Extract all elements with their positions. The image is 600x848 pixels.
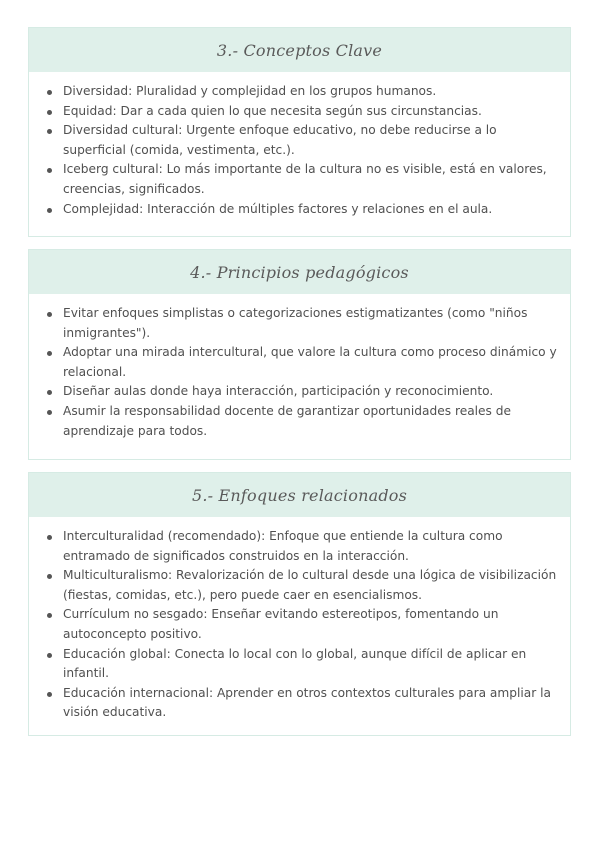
bullet-list	[29, 72, 570, 227]
list-item: Diseñar aulas donde haya interacción, participación y reconocimiento.	[47, 382, 560, 402]
list-item: Adoptar una mirada intercultural, que valore la cultura como proceso dinámico y relacional.	[47, 343, 560, 382]
list-item: Iceberg cultural: Lo más importante de la cultura no es visible, está en valores, creencias, significados.	[47, 160, 560, 199]
list-item: Evitar enfoques simplistas o categorizaciones estigmatizantes (como "niños inmigrantes").	[47, 304, 560, 343]
list-item: Multiculturalismo: Revalorización de lo cultural desde una lógica de visibilización (fiestas, comidas, etc.), pero puede caer en esencialismos.	[47, 566, 560, 605]
list-item: Diversidad cultural: Urgente enfoque educativo, no debe reducirse a lo superficial (comida, vestimenta, etc.).	[47, 121, 560, 160]
section-title: 4.- Principios pedagógicos	[190, 262, 409, 282]
list-item: Asumir la responsabilidad docente de garantizar oportunidades reales de aprendizaje para todos.	[47, 402, 560, 441]
list-item: Educación global: Conecta lo local con lo global, aunque difícil de aplicar en infantil.	[47, 645, 560, 684]
list-item: Educación internacional: Aprender en otros contextos culturales para ampliar la visión educativa.	[47, 684, 560, 723]
list-item: Complejidad: Interacción de múltiples factores y relaciones en el aula.	[47, 200, 560, 220]
section-header	[29, 473, 570, 517]
section-header	[29, 250, 570, 294]
bullet-list	[29, 517, 570, 731]
section-title: 3.- Conceptos Clave	[216, 40, 383, 60]
section-conceptos-clave	[28, 27, 571, 237]
bullet-list	[29, 294, 570, 449]
section-title: 5.- Enfoques relacionados	[191, 485, 408, 505]
list-item: Interculturalidad (recomendado): Enfoque que entiende la cultura como entramado de significados construidos en la interacción.	[47, 527, 560, 566]
list-item: Currículum no sesgado: Enseñar evitando estereotipos, fomentando un autoconcepto positivo.	[47, 605, 560, 644]
section-header	[29, 28, 570, 72]
section-principios-pedagogicos	[28, 249, 571, 460]
list-item: Diversidad: Pluralidad y complejidad en los grupos humanos.	[47, 82, 560, 102]
section-enfoques-relacionados	[28, 472, 571, 736]
list-item: Equidad: Dar a cada quien lo que necesita según sus circunstancias.	[47, 102, 560, 122]
